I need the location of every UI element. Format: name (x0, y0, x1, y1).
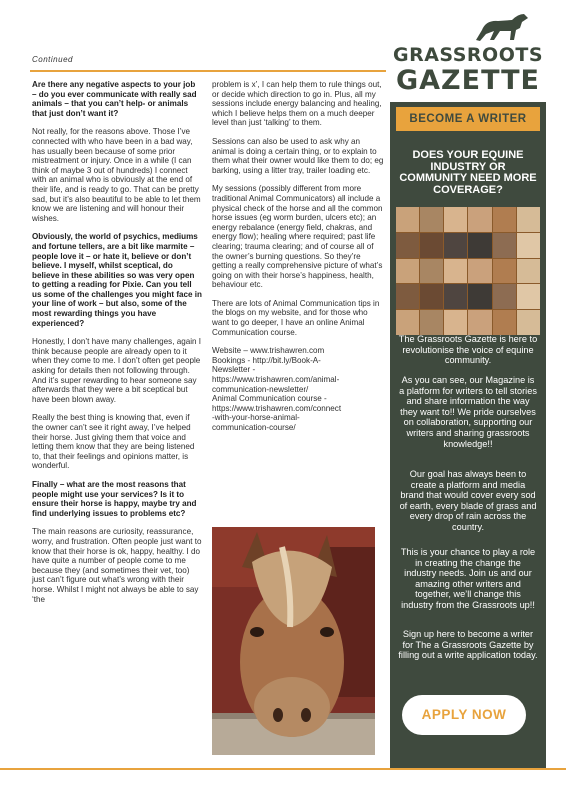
sidebar-platform-text: As you can see, our Magazine is a platform for writers to tell stories and share information the way they want to!! We pride ourselves on collaboration, supporting our writers and sharing grassroots knowledge!! (399, 375, 537, 449)
writer-photo-tile (396, 310, 419, 335)
writer-photo-tile (493, 259, 516, 284)
pony-photo (212, 527, 375, 755)
interview-answer: Not really, for the reasons above. Those I’ve connected with who have been in a bad way, has usually been because of some prior mistreatment or injury. Once in a while (I can think of maybe 3 out of hundreds) I connect with an animal who is obviously at the end of their life, and is ready to go. That can be pretty sad, but it’s also beautiful to be able to let them know we are listening and will honour their wishes. (32, 127, 201, 223)
interview-answer: Honestly, I don’t have many challenges, again I think because people are already open to it when they come to me. I don’t often get people asking for details then not following through. And it’s super rewarding to hear someone say afterwards that they were a bit sceptical but have been blown away. (32, 337, 202, 404)
interview-question: Are there any negative aspects to your job – do you ever communicate with really sad animals – that you can’t help- or animals that just don’t want it? (32, 80, 197, 118)
contact-link-line[interactable]: https://www.trishawren.com/connect (212, 403, 342, 413)
writer-photo-tile (420, 233, 443, 258)
writer-photo-tile (468, 259, 491, 284)
top-divider (30, 70, 386, 72)
horse-logo-icon (472, 10, 532, 44)
interview-answer: Really the best thing is knowing that, even if the owner can’t see it right away, I’ve helped their horse. Just giving them that voice and letting them know that they are being listened to, that their feelings and opinions matter, is wonderful. (32, 413, 195, 471)
writer-photo-tile (444, 259, 467, 284)
writer-photo-tile (493, 233, 516, 258)
writers-collage (396, 207, 540, 335)
contact-link-line[interactable]: Animal Communication course - (212, 394, 327, 404)
writer-photo-tile (517, 259, 540, 284)
contact-link-line[interactable]: -with-your-horse-animal- (212, 413, 300, 423)
logo-gazette: GAZETTE (396, 65, 540, 96)
logo-grassroots: GRASSROOTS (392, 44, 544, 66)
writer-photo-tile (420, 207, 443, 232)
writer-photo-tile (396, 259, 419, 284)
writer-photo-tile (493, 207, 516, 232)
sidebar-chance-text: This is your chance to play a role in creating the change the industry needs. Join us and our amazing other writers and together, we’ll change this industry from the Grassroots up!! (400, 547, 536, 610)
interview-answer: My sessions (possibly different from more traditional Animal Communicators) all include a physical check of the horse and all the common horse issues (eg worm burden, ulcers etc); an energy rebalance (energy field, chakras, and energy flow); healing where required; past life clearing; trauma clearing; and of course all of the owner’s burning questions. So they’re getting a really comprehensive picture of what’s going on with their horse’s happiness, health, behaviour etc. (212, 184, 383, 290)
writer-photo-tile (468, 284, 491, 309)
writer-photo-tile (517, 284, 540, 309)
interview-answer: The main reasons are curiosity, reassurance, worry, and frustration. Often people just want to know that their horse is ok, happy, healthy. I do have quite a number of people come to me because they (and sometimes their vet, too) just can’t figure out what’s wrong with their horse. Whilst I might not always be able to say ‘the (32, 527, 202, 604)
contact-link-line[interactable]: communication-course/ (212, 423, 296, 432)
interview-answer: There are lots of Animal Communication tips in the blogs on my website, and for those who want to go deeper, I have an online Animal Communication course. (212, 298, 380, 337)
writer-photo-tile (396, 284, 419, 309)
writer-photo-tile (420, 310, 443, 335)
writer-photo-tile (517, 207, 540, 232)
writer-photo-tile (444, 207, 467, 232)
writer-photo-tile (420, 284, 443, 309)
writer-photo-tile (493, 310, 516, 335)
interview-question: Obviously, the world of psychics, mediums and fortune tellers, are a bit like marmite – people love it – or hate it, believe or don’t believe. I myself, whilst sceptical, do believe in these abilities so was very open to getting a reading for Pixie. Can you tell us some of the challenges you might face in your line of work – but also, some of the most rewarding things you have experienced? (32, 232, 203, 328)
writer-photo-tile (420, 259, 443, 284)
sidebar-heading: DOES YOUR EQUINE INDUSTRY OR COMMUNITY NEED MORE COVERAGE? (399, 149, 537, 196)
writer-photo-tile (468, 310, 491, 335)
article-column-2 (212, 80, 384, 433)
writer-photo-tile (396, 233, 419, 258)
sidebar-goal-text: Our goal has always been to create a platform and media brand that would cover every sod of earth, every blade of grass and every drop of rain across the country. (399, 469, 537, 532)
apply-now-button[interactable]: APPLY NOW (402, 695, 526, 735)
writer-photo-tile (468, 207, 491, 232)
contact-link-line[interactable]: https://www.trishawren.com/animal- (212, 375, 340, 385)
contact-link-line[interactable]: Bookings - http://bit.ly/Book-A- (212, 355, 321, 365)
article-column-1 (32, 80, 202, 613)
gazette-logo (390, 10, 546, 102)
writer-photo-tile (396, 207, 419, 232)
bottom-divider (0, 768, 566, 770)
continued-label: Continued (32, 55, 73, 64)
writer-photo-tile (517, 310, 540, 335)
writer-photo-tile (493, 284, 516, 309)
writer-sidebar (390, 102, 546, 768)
become-a-writer-banner: BECOME A WRITER (396, 107, 540, 131)
interview-answer: problem is x’, I can help them to rule things out, or decide which direction to go in. Plus, all my sessions include energy balancing and healing, which I believe helps them on a much deeper level than just ‘talking’ to them. (212, 80, 382, 128)
writer-photo-tile (444, 233, 467, 258)
writer-photo-tile (444, 310, 467, 335)
contact-link-line[interactable]: Newsletter - (212, 365, 256, 375)
writer-photo-tile (444, 284, 467, 309)
contact-link-line[interactable]: Website – www.trishawren.com (212, 346, 325, 356)
interview-answer: Sessions can also be used to ask why an animal is doing a certain thing, or to explain to them what their owner would like them to do; eg barking, using a litter tray, trailer loading etc. (212, 136, 384, 175)
writer-photo-tile (517, 233, 540, 258)
contact-link-line[interactable]: communication-newsletter/ (212, 384, 309, 394)
writer-photo-tile (468, 233, 491, 258)
sidebar-signup-text: Sign up here to become a writer for The a Grassroots Gazette by filling out a write application today. (398, 629, 538, 661)
contact-links (212, 346, 384, 432)
sidebar-intro: The Grassroots Gazette is here to revolutionise the voice of equine community. (398, 334, 538, 366)
interview-question: Finally – what are the most reasons that people might use your services? Is it to ensure their horse is happy, maybe try and find underlying issues to problems etc? (32, 479, 197, 518)
